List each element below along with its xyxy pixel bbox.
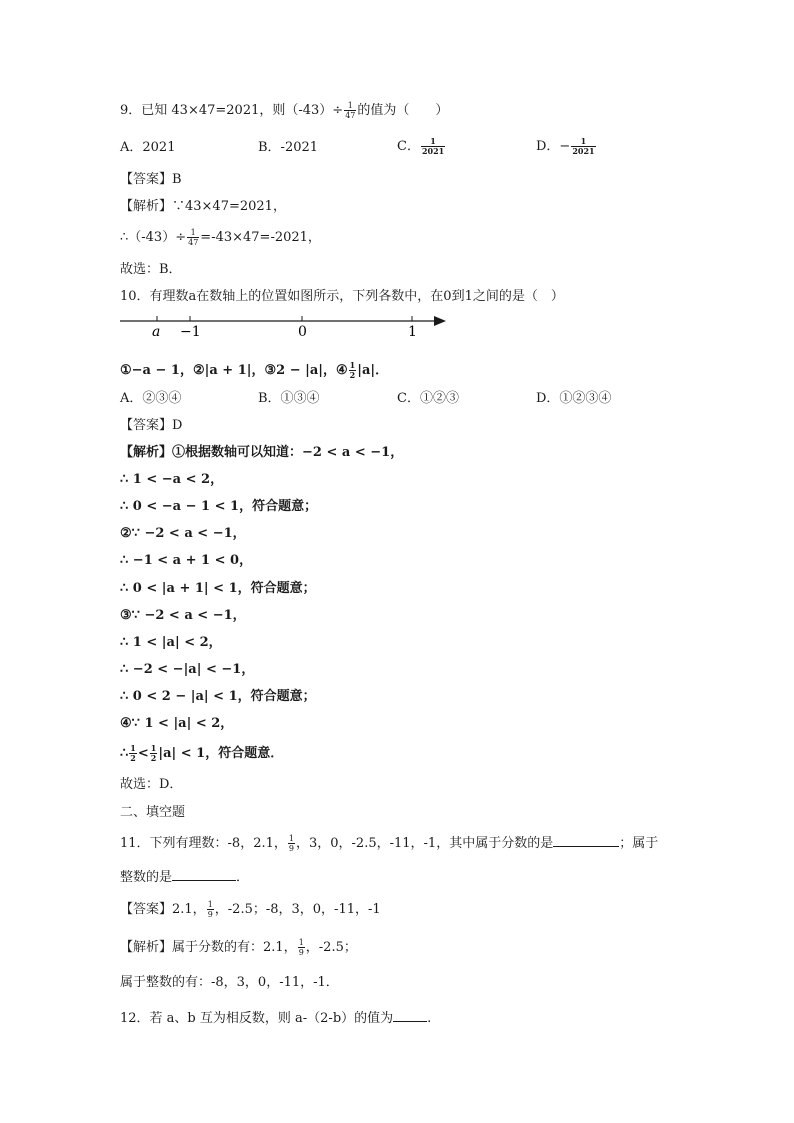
q10-explanation-line: ∴ 1 < |a| < 2，: [120, 635, 222, 650]
q9-choice: 故选：B．: [120, 262, 182, 277]
q9-explanation-line: 【解析】∵43×47=2021，: [120, 199, 286, 214]
q9-option-b: B．-2021: [258, 140, 319, 155]
q10-explanation-line: ∴ 0 < |a + 1| < 1，符合题意；: [120, 581, 316, 596]
q10-option-b: B．①③④: [258, 391, 320, 406]
q11-stem: 11．下列有理数：-8，2.1， $\frac{1}{9}$ ，3，0，-2.5，-11，-1，其中属于分数的是 ；属于: [120, 834, 659, 853]
q10-option-a: A．②③④: [120, 391, 182, 406]
q10-choice: 故选：D．: [120, 777, 183, 792]
fraction: $\frac{1}{2021}$: [421, 136, 445, 156]
label-a: a: [152, 324, 161, 340]
fraction: $\frac{1}{2}$: [349, 360, 356, 380]
q10-explanation-line: ∴ 1 < −a < 2，: [120, 472, 224, 487]
section-heading: 二、填空题: [120, 805, 186, 820]
q10-items: ①−a − 1，②|a + 1|，③2 − |a|，④ $\frac{1}{2}$ |a|．: [120, 360, 389, 380]
fraction: $\frac{1}{47}$: [345, 101, 356, 120]
q10-explanation-line: ∴ 0 < 2 − |a| < 1，符合题意；: [120, 689, 316, 704]
fraction: $\frac{1}{2021}$: [572, 136, 595, 156]
axis-arrow: [434, 316, 446, 326]
label-one: 1: [408, 324, 417, 340]
q10-explanation-line: 【解析】①根据数轴可以知道：−2 < a < −1，: [120, 445, 404, 460]
q10-explanation-line: ∴ −2 < −|a| < −1，: [120, 662, 255, 677]
q10-explanation-line: ∴ $\frac{1}{2}$ < $\frac{1}{2}$ |a| < 1，符合题意．: [120, 743, 284, 763]
q10-option-d: D．①②③④: [536, 391, 612, 406]
fraction: $\frac{1}{9}$: [298, 938, 304, 957]
q10-explanation-line: ∴ −1 < a + 1 < 0，: [120, 553, 253, 568]
fraction: $\frac{1}{9}$: [288, 834, 294, 853]
q11-explanation-line: 属于整数的有：-8，3，0，-11，-1．: [120, 975, 339, 990]
fraction: $\frac{1}{2}$: [150, 743, 157, 763]
fraction: $\frac{1}{47}$: [188, 228, 199, 247]
fraction: $\frac{1}{9}$: [207, 900, 213, 919]
number-line: [116, 312, 456, 340]
label-minus-one: −1: [180, 324, 201, 340]
answer-blank: [553, 834, 619, 847]
q10-explanation-line: ②∵ −2 < a < −1，: [120, 526, 246, 541]
q12-stem: 12．若 a、b 互为相反数，则 a-（2-b）的值为 .: [120, 1011, 432, 1026]
label-zero: 0: [298, 324, 307, 340]
q11-answer: 【答案】2.1， $\frac{1}{9}$ ，-2.5；-8，3，0，-11，-1: [120, 900, 381, 919]
q10-option-c: C．①②③: [397, 391, 459, 406]
answer-blank: [172, 868, 236, 881]
q9-answer: 【答案】B: [120, 172, 182, 187]
q9-option-a: A．2021: [120, 140, 176, 155]
fraction: $\frac{1}{2}$: [130, 743, 136, 763]
q9-explanation-line: ∴（-43）÷ $\frac{1}{47}$ =-43×47=-2021，: [120, 228, 321, 247]
answer-blank: [393, 1009, 427, 1022]
q10-explanation-line: ③∵ −2 < a < −1，: [120, 608, 246, 623]
q10-answer: 【答案】D: [120, 418, 183, 433]
q11-stem-line-2: 整数的是 ．: [120, 870, 250, 885]
q10-explanation-line: ④∵ 1 < |a| < 2，: [120, 716, 234, 731]
q9-option-d: D．− $\frac{1}{2021}$: [536, 136, 595, 156]
q11-explanation-line: 【解析】属于分数的有：2.1， $\frac{1}{9}$ ，-2.5；: [120, 938, 357, 957]
q10-stem: 10．有理数a在数轴上的位置如图所示，下列各数中，在0到1之间的是（ ）: [120, 289, 564, 304]
q10-explanation-line: ∴ 0 < −a − 1 < 1，符合题意；: [120, 499, 318, 514]
q9-stem: 9．已知 43×47=2021，则（-43）÷ $\frac{1}{47}$ 的值为（ ）: [120, 101, 449, 120]
q9-option-c: C． $\frac{1}{2021}$: [397, 136, 445, 156]
